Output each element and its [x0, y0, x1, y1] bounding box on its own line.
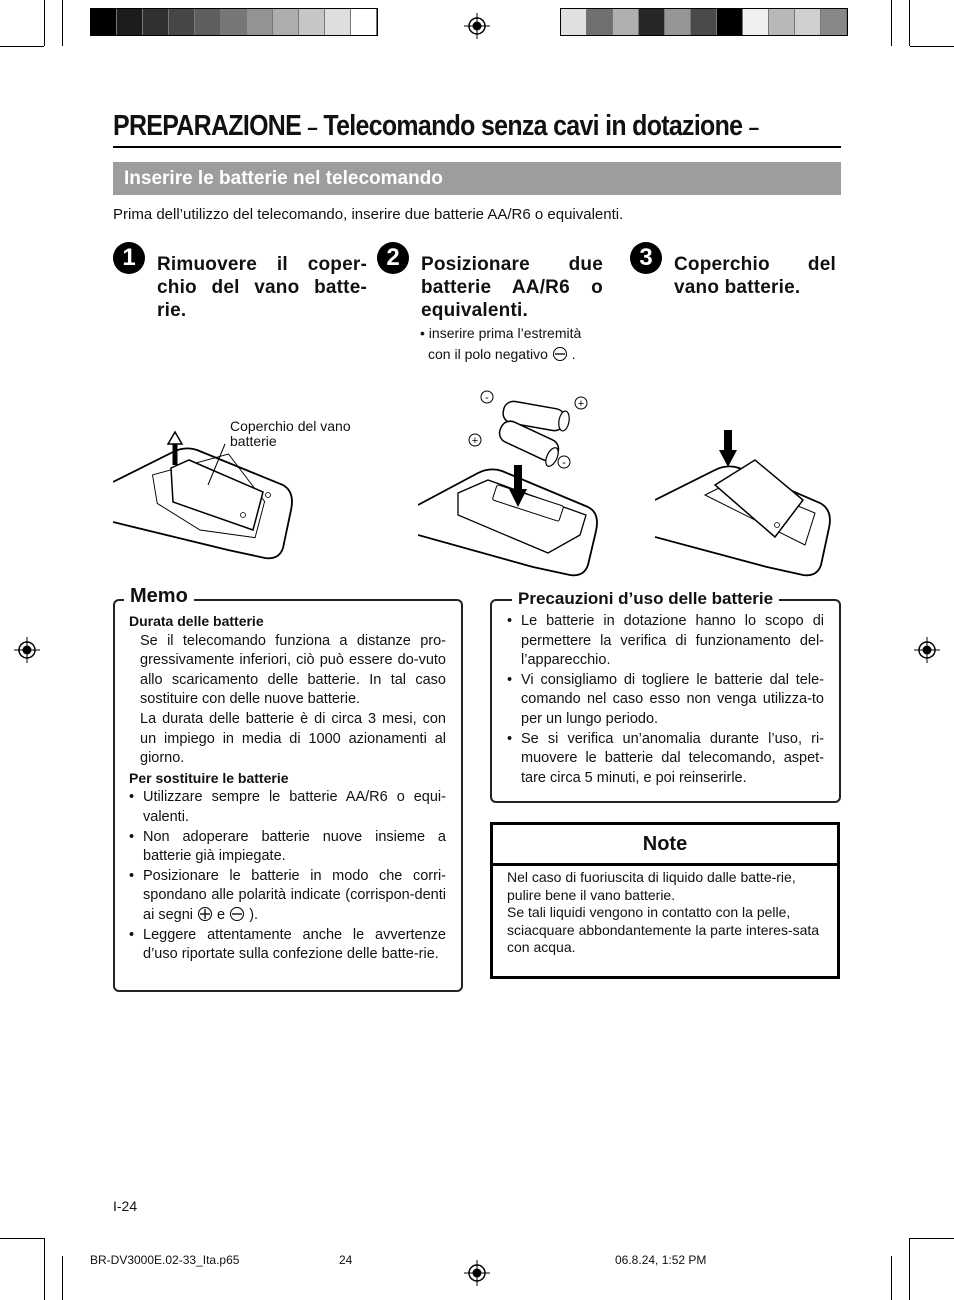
color-swatch	[561, 9, 587, 35]
step-3-text: Coperchio del vano batterie.	[674, 254, 836, 298]
color-swatch	[743, 9, 769, 35]
section-header	[113, 162, 841, 195]
registration-mark-icon	[464, 1260, 490, 1286]
registration-mark-icon	[914, 637, 940, 663]
title-rule	[113, 146, 841, 148]
footer-file: BR-DV3000E.02-33_Ita.p65	[90, 1253, 240, 1267]
title-dash: –	[748, 115, 759, 140]
minus-polarity-icon	[552, 346, 568, 362]
crop-mark	[910, 46, 954, 47]
memo-bullet: • Utilizzare sempre le batterie AA/R6 o equi-valenti.	[129, 788, 446, 827]
precautions-title: Precauzioni d’uso delle batterie	[512, 589, 779, 609]
step-2-note-line2: con il polo negativo	[428, 346, 548, 362]
crop-mark	[62, 1256, 63, 1300]
remote-cover-removal-illustration	[113, 430, 298, 565]
color-swatch	[795, 9, 821, 35]
color-swatch	[143, 9, 169, 35]
crop-mark	[909, 0, 910, 46]
crop-mark	[909, 1238, 910, 1300]
minus-sign: -	[562, 457, 566, 469]
note-text: Se tali liquidi vengono in contatto con la pelle, sciacquare abbondantemente la parte interes-sata con acqua.	[507, 904, 820, 955]
footer-page: 24	[339, 1253, 353, 1267]
color-bar-left	[90, 8, 378, 36]
battery-insertion-illustration	[418, 385, 600, 580]
memo-bullet-conj: e	[217, 906, 226, 923]
memo-bullet-end: ).	[249, 906, 259, 923]
precaution-bullet: • Vi consigliamo di togliere le batterie dal tele-comando nel caso esso non venga utilizza-to per un lungo periodo.	[507, 671, 824, 730]
crop-mark	[0, 1238, 44, 1239]
memo-bullet-text: Posizionare le batterie in modo che corri-spondano alle polarità indicate (corrispon-denti ai segni	[143, 867, 446, 923]
memo-bullet: • Leggere attentamente anche le avvertenze d’uso riportate sulla confezione delle batte-rie.	[129, 926, 446, 965]
minus-polarity-icon	[229, 906, 245, 922]
note-divider	[490, 863, 840, 866]
step-3-number: 3	[630, 242, 662, 274]
minus-sign: -	[485, 392, 489, 404]
note-text: Nel caso di fuoriuscita di liquido dalle batte-rie, pulire bene il vano batterie.	[507, 869, 796, 903]
title-dash: –	[307, 115, 318, 140]
color-swatch	[169, 9, 195, 35]
memo-paragraph: Se il telecomando funziona a distanze pro-gressivamente inferiori, ciò può essere do-vuto allo scaricamento delle batterie. In tal caso sostituire con delle nuove batterie.	[140, 632, 446, 708]
color-swatch	[117, 9, 143, 35]
memo-heading-replace: Per sostituire le batterie	[129, 769, 289, 786]
note-title: Note	[642, 833, 688, 855]
plus-sign: +	[577, 398, 585, 410]
crop-mark	[44, 1238, 45, 1300]
cover-label-line2: batterie	[230, 433, 277, 449]
crop-mark	[0, 46, 44, 47]
color-swatch	[665, 9, 691, 35]
step-2-number: 2	[377, 242, 409, 274]
color-swatch	[351, 9, 377, 35]
color-swatch	[639, 9, 665, 35]
page-title	[113, 110, 758, 143]
memo-paragraph: La durata delle batterie è di circa 3 mesi, con un impiego in media di 1000 azionamenti al giorno.	[140, 710, 446, 767]
color-swatch	[325, 9, 351, 35]
crop-mark	[891, 1256, 892, 1300]
memo-bullet: • Non adoperare batterie nuove insieme a batterie già impiegate.	[129, 828, 446, 867]
registration-mark-icon	[14, 637, 40, 663]
step-2-note-line1: inserire prima l’estremità	[428, 325, 582, 341]
step-2-text: Posizionare due batterie AA/R6 o equivalenti.	[421, 254, 603, 321]
cover-replacement-illustration	[655, 425, 833, 583]
intro-text: Prima dell’utilizzo del telecomando, inserire due batterie AA/R6 o equivalenti.	[113, 206, 624, 223]
color-swatch	[195, 9, 221, 35]
step-2-note: • inserire prima l’estremità con il polo negativo .	[420, 325, 582, 362]
precaution-bullet: • Se si verifica un’anomalia durante l’uso, ri-muovere le batterie dal telecomando, aspet-tare circa 5 minuti, e poi reinserirle.	[507, 730, 824, 789]
plus-polarity-icon	[197, 906, 213, 922]
title-main: PREPARAZIONE	[113, 110, 302, 142]
bullet: •	[420, 325, 429, 341]
step-1-text: Rimuovere il coper-chio del vano batte-rie.	[157, 254, 367, 321]
color-swatch	[821, 9, 847, 35]
color-swatch	[613, 9, 639, 35]
page-number: I-24	[113, 1198, 138, 1214]
memo-bullet	[129, 867, 446, 926]
color-swatch	[691, 9, 717, 35]
memo-heading-duration: Durata delle batterie	[129, 613, 264, 629]
crop-mark	[62, 0, 63, 46]
step-1-number: 1	[113, 242, 145, 274]
color-swatch	[717, 9, 743, 35]
registration-mark-icon	[464, 13, 490, 39]
crop-mark	[910, 1238, 954, 1239]
cover-label-line1: Coperchio del vano	[230, 418, 351, 434]
color-swatch	[221, 9, 247, 35]
title-sub: Telecomando senza cavi in dotazione	[323, 110, 743, 142]
precautions-content	[507, 612, 824, 788]
crop-mark	[891, 0, 892, 46]
memo-title: Memo	[124, 585, 194, 608]
plus-sign: +	[471, 435, 479, 447]
color-swatch	[769, 9, 795, 35]
crop-mark	[44, 0, 45, 46]
precaution-bullet: • Le batterie in dotazione hanno lo scopo di permettere la verifica di funzionamento del-l’apparecchio.	[507, 612, 824, 671]
section-title: Inserire le batterie nel telecomando	[124, 168, 443, 189]
color-swatch	[247, 9, 273, 35]
color-swatch	[273, 9, 299, 35]
footer-date: 06.8.24, 1:52 PM	[615, 1253, 707, 1267]
color-bar-right	[560, 8, 848, 36]
color-swatch	[91, 9, 117, 35]
note-content	[507, 869, 822, 957]
memo-content	[129, 612, 446, 965]
color-swatch	[299, 9, 325, 35]
color-swatch	[587, 9, 613, 35]
